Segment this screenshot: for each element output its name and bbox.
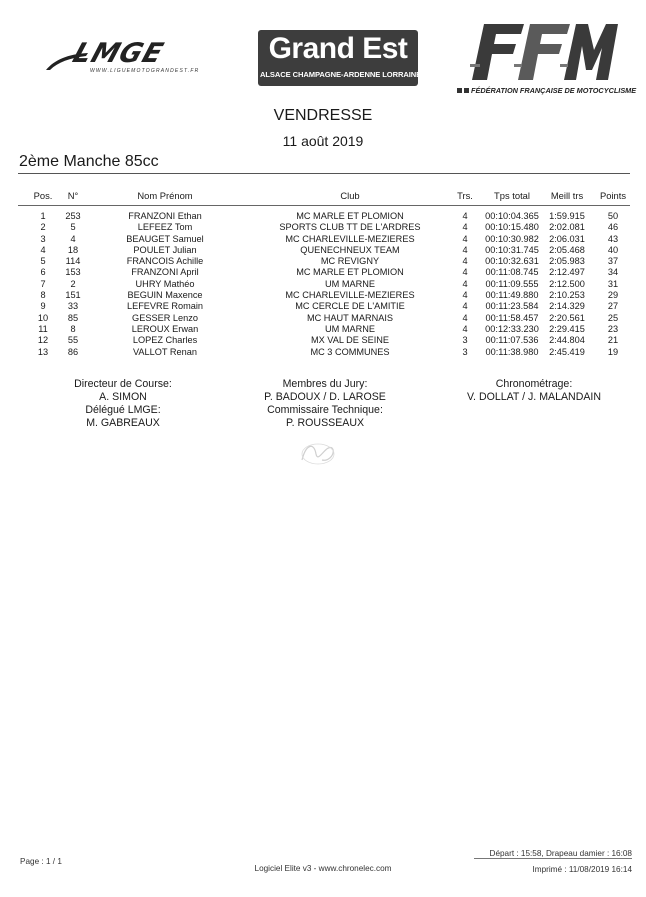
cell-pts: 43 [607,233,619,244]
cell-tps: 00:11:09.555 [485,278,539,289]
cell-pts: 37 [607,256,619,267]
table-row [0,301,646,312]
cell-name: VALLOT Renan [132,346,197,357]
officials-jury [240,378,410,430]
officials-value: P. ROUSSEAUX [285,417,365,430]
cell-num: 151 [65,290,81,301]
cell-tps: 00:11:08.745 [485,267,539,278]
cell-pos: 7 [40,278,46,289]
cell-trs: 4 [462,278,468,289]
lmge-logo-text: LMGE [68,38,168,69]
cell-club: MC CHARLEVILLE-MEZIERES [285,290,415,301]
cell-trs: 4 [462,211,468,221]
cell-trs: 4 [462,323,468,334]
cell-best: 2:12.500 [549,278,585,289]
cell-pts: 27 [607,301,619,312]
cell-name: FRANCOIS Achille [126,256,204,267]
header-num: N° [67,190,79,201]
results-table-body [0,211,646,358]
cell-tps: 00:12:33.230 [485,323,539,334]
cell-pos: 10 [37,312,49,323]
officials-label: Chronométrage: [495,378,573,390]
cell-name: LEFEVRE Romain [126,301,204,312]
footer-printed-date: Imprimé : 11/08/2019 16:14 [532,865,632,874]
signature-stamp-icon [296,440,340,466]
cell-name: GESSER Lenzo [132,312,198,323]
cell-club: MC CHARLEVILLE-MEZIERES [285,233,415,244]
cell-pos: 9 [40,301,46,312]
officials-value: V. DOLLAT / J. MALANDAIN [466,391,602,404]
cell-trs: 4 [462,233,468,244]
cell-trs: 4 [462,301,468,312]
cell-trs: 4 [462,312,468,323]
cell-name: BEAUGET Samuel [126,233,204,244]
cell-name: UHRY Mathéo [135,278,195,289]
table-row [0,222,646,233]
table-row [0,347,646,358]
cell-pos: 6 [40,267,46,278]
cell-club: MX VAL DE SEINE [310,335,390,346]
table-row [0,234,646,245]
officials-label: Commissaire Technique: [267,404,383,417]
cell-num: 18 [67,244,79,255]
officials-value: A. SIMON [99,391,147,404]
cell-trs: 4 [462,244,468,255]
cell-tps: 00:11:38.980 [485,346,539,357]
table-row [0,290,646,301]
header-best: Meill trs [550,190,584,201]
officials-label: Membres du Jury: [282,378,368,390]
cell-trs: 3 [462,346,468,357]
table-row [0,324,646,335]
cell-best: 2:29.415 [549,323,585,334]
grand-est-subtitle: ALSACE CHAMPAGNE-ARDENNE LORRAINE [260,70,422,79]
lmge-logo [44,38,216,78]
officials-race-direction [60,378,186,430]
cell-num: 85 [67,312,79,323]
cell-num: 253 [65,211,81,221]
footer-page-number: Page : 1 / 1 [20,857,62,866]
cell-club: MC MARLE ET PLOMION [296,267,404,278]
cell-tps: 00:10:04.365 [485,211,539,221]
title-divider [18,173,630,174]
cell-num: 8 [70,323,76,334]
event-date: 11 août 2019 [282,133,364,149]
cell-best: 2:44.804 [549,335,585,346]
table-row [0,313,646,324]
cell-pos: 4 [40,244,46,255]
header-divider [18,205,630,206]
officials-section [0,378,646,438]
race-title: 2ème Manche 85cc [19,153,159,170]
cell-tps: 00:10:15.480 [485,222,539,233]
cell-club: MC CERCLE DE L'AMITIE [295,301,405,312]
cell-pos: 11 [38,323,48,334]
cell-trs: 4 [462,256,468,267]
lmge-url: WWW.LIGUEMOTOGRANDEST.FR [90,68,200,74]
ffm-mark-icon [470,24,618,80]
ffm-square-icon [464,88,469,93]
event-name: VENDRESSE [273,107,373,124]
cell-pts: 40 [607,244,619,255]
cell-club: MC HAUT MARNAIS [306,312,394,323]
cell-name: FRANZONI Ethan [128,211,202,221]
cell-pos: 2 [40,222,46,233]
cell-name: POULET Julian [133,244,197,255]
table-row [0,211,646,222]
header-trs: Trs. [457,190,473,201]
header-pos: Pos. [33,190,53,201]
table-row [0,245,646,256]
cell-pts: 19 [607,346,619,357]
cell-pos: 8 [40,290,46,301]
officials-value: M. GABREAUX [86,417,160,430]
officials-label: Directeur de Course: [74,378,172,390]
cell-best: 2:05.983 [549,256,585,267]
cell-club: MC REVIGNY [320,256,380,267]
cell-num: 4 [70,233,76,244]
cell-best: 2:45.419 [549,346,585,357]
cell-pos: 3 [40,233,46,244]
cell-pts: 21 [607,335,619,346]
table-row [0,335,646,346]
cell-tps: 00:11:49.880 [485,290,539,301]
cell-best: 2:20.561 [549,312,585,323]
grand-est-title: Grand Est [268,32,408,65]
cell-pts: 25 [607,312,619,323]
cell-tps: 00:11:58.457 [485,312,539,323]
cell-pts: 29 [607,290,619,301]
footer-software: Logiciel Elite v3 - www.chronelec.com [254,864,392,873]
cell-best: 2:10.253 [549,290,585,301]
cell-name: FRANZONI April [131,267,199,278]
cell-pos: 12 [37,335,49,346]
cell-club: MC 3 COMMUNES [310,346,390,357]
ffm-logo [470,24,637,98]
cell-name: LOPEZ Charles [132,335,198,346]
cell-name: BEGUIN Maxence [127,290,203,301]
cell-trs: 4 [462,290,468,301]
officials-label: Délégué LMGE: [85,404,161,417]
footer-start-info: Départ : 15:58, Drapeau damier : 16:08 [489,849,632,858]
cell-best: 2:12.497 [549,267,585,278]
ffm-subtitle-text: FÉDÉRATION FRANÇAISE DE MOTOCYCLISME [471,86,637,95]
cell-pts: 34 [607,267,619,278]
cell-pts: 50 [607,211,619,221]
cell-num: 33 [67,301,79,312]
officials-value: P. BADOUX / D. LAROSE [264,391,386,404]
cell-tps: 00:10:31.745 [485,244,539,255]
cell-pos: 5 [40,256,46,267]
cell-club: SPORTS CLUB TT DE L'ARDRES [279,222,421,233]
ffm-subtitle [457,86,637,95]
cell-pos: 1 [40,211,46,221]
cell-num: 2 [70,278,76,289]
cell-tps: 00:10:30.982 [485,233,539,244]
cell-num: 55 [67,335,79,346]
header-name: Nom Prénom [137,190,193,201]
cell-tps: 00:11:07.536 [485,335,539,346]
cell-pts: 23 [607,323,619,334]
cell-tps: 00:10:32.631 [485,256,539,267]
ffm-square-icon [457,88,462,93]
cell-num: 114 [65,256,81,267]
cell-club: QUENECHNEUX TEAM [300,244,400,255]
cell-club: UM MARNE [324,278,376,289]
cell-best: 2:06.031 [549,233,585,244]
results-table-header [0,190,646,204]
cell-trs: 3 [462,335,468,346]
cell-trs: 4 [462,267,468,278]
cell-tps: 00:11:23.584 [485,301,539,312]
cell-num: 86 [67,346,79,357]
cell-best: 2:02.081 [549,222,585,233]
cell-num: 5 [70,222,76,233]
table-row [0,267,646,278]
cell-club: MC MARLE ET PLOMION [296,211,404,221]
table-row [0,279,646,290]
header-pts: Points [599,190,627,201]
cell-pts: 31 [607,278,619,289]
cell-pts: 46 [607,222,619,233]
table-row [0,256,646,267]
cell-best: 2:14.329 [549,301,585,312]
cell-best: 1:59.915 [549,211,585,221]
cell-pos: 13 [37,346,49,357]
officials-timing [454,378,614,404]
cell-club: UM MARNE [324,323,376,334]
grand-est-logo [258,30,422,86]
cell-best: 2:05.468 [549,244,585,255]
header-tps: Tps total [494,190,530,201]
header-club: Club [340,190,360,201]
footer-divider [474,858,632,859]
cell-name: LEFEEZ Tom [137,222,193,233]
cell-name: LEROUX Erwan [131,323,199,334]
cell-trs: 4 [462,222,468,233]
cell-num: 153 [65,267,81,278]
